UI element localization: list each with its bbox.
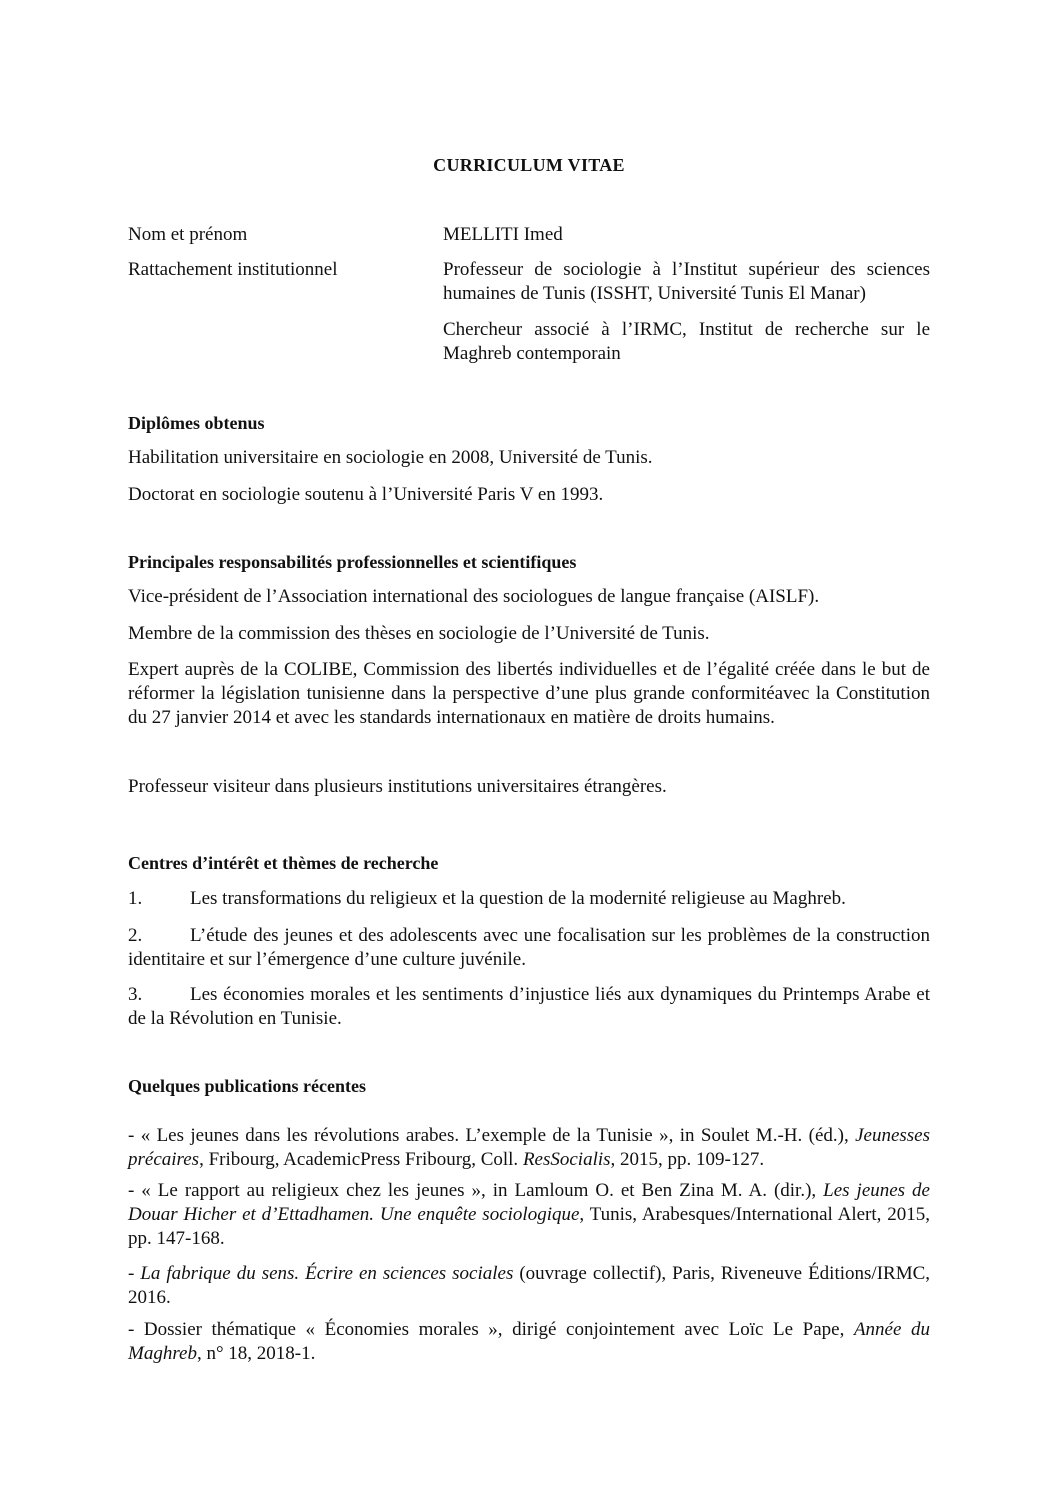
publication-title: Jeunesses précaires [128, 1125, 930, 1170]
item-text: Les économies morales et les sentiments d’injustice liés aux dynamiques du Printemps Arabe et de la Révolution en Tunisie. [128, 984, 930, 1029]
item-number: 1. [128, 888, 143, 909]
item-text: Les transformations du religieux et la question de la modernité religieuse au Maghreb. [190, 888, 846, 909]
name-label: Nom et prénom [128, 224, 248, 245]
responsibility-item: Expert auprès de la COLIBE, Commission des libertés individuelles et de l’égalité créée dans le but de réformer la législation tunisienne dans la perspective d’une plus grande conformitéavec la Constitution du 27 janvier 2014 et avec les standards internationaux en matière de droits humains. [128, 659, 930, 728]
responsibility-item: Membre de la commission des thèses en sociologie de l’Université de Tunis. [128, 623, 710, 644]
responsibility-item: Professeur visiteur dans plusieurs institutions universitaires étrangères. [128, 776, 667, 797]
diplomas-heading: Diplômes obtenus [128, 413, 265, 433]
affiliation-row-2 [128, 318, 930, 366]
diploma-item: Doctorat en sociologie soutenu à l’Université Paris V en 1993. [128, 484, 604, 505]
research-item [128, 924, 930, 972]
affiliation-row [128, 258, 930, 306]
research-item [128, 887, 930, 911]
responsibilities-heading: Principales responsabilités professionnelles et scientifiques [128, 552, 577, 572]
affiliation-label: Rattachement institutionnel [128, 259, 338, 280]
publication-title: Les jeunes de Douar Hicher et d’Ettadhamen. Une enquête sociologique [128, 1180, 930, 1225]
responsibility-item: Vice-président de l’Association international des sociologues de langue française (AISLF). [128, 586, 820, 607]
series-title: ResSocialis [522, 1149, 611, 1170]
publications-heading: Quelques publications récentes [128, 1076, 367, 1096]
publication-title: La fabrique du sens. Écrire en sciences sociales [140, 1263, 514, 1284]
item-number: 2. [128, 925, 143, 946]
publication-item: - « Les jeunes dans les révolutions arabes. L’exemple de la Tunisie », in Soulet M.-H. (éd.), Jeunesses précaires, Fribourg, AcademicPress Fribourg, Coll. ResSocialis, 2015, pp. 109-127. [128, 1125, 930, 1170]
name-row [128, 223, 930, 247]
item-number: 3. [128, 984, 143, 1005]
research-heading: Centres d’intérêt et thèmes de recherche [128, 853, 439, 873]
affiliation-value-1: Professeur de sociologie à l’Institut supérieur des sciences humaines de Tunis (ISSHT, Université Tunis El Manar) [443, 259, 930, 304]
document-title: CURRICULUM VITAE [433, 155, 625, 175]
diploma-item: Habilitation universitaire en sociologie en 2008, Université de Tunis. [128, 447, 653, 468]
publication-item: - La fabrique du sens. Écrire en sciences sociales (ouvrage collectif), Paris, Riveneuve Éditions/IRMC, 2016. [128, 1263, 931, 1308]
name-value: MELLITI Imed [443, 224, 563, 245]
item-text: L’étude des jeunes et des adolescents avec une focalisation sur les problèmes de la construction identitaire et sur l’émergence d’une culture juvénile. [128, 925, 930, 970]
publication-title: Année du Maghreb [128, 1319, 930, 1364]
affiliation-value-2: Chercheur associé à l’IRMC, Institut de recherche sur le Maghreb contemporain [443, 319, 930, 364]
publication-item: - Dossier thématique « Économies morales », dirigé conjointement avec Loïc Le Pape, Année du Maghreb, n° 18, 2018-1. [128, 1319, 930, 1364]
publication-item: - « Le rapport au religieux chez les jeunes », in Lamloum O. et Ben Zina M. A. (dir.), Les jeunes de Douar Hicher et d’Ettadhamen. Une enquête sociologique, Tunis, Arabesques/International Alert, 2015, pp. 147-168. [128, 1180, 930, 1249]
research-item [128, 983, 930, 1031]
